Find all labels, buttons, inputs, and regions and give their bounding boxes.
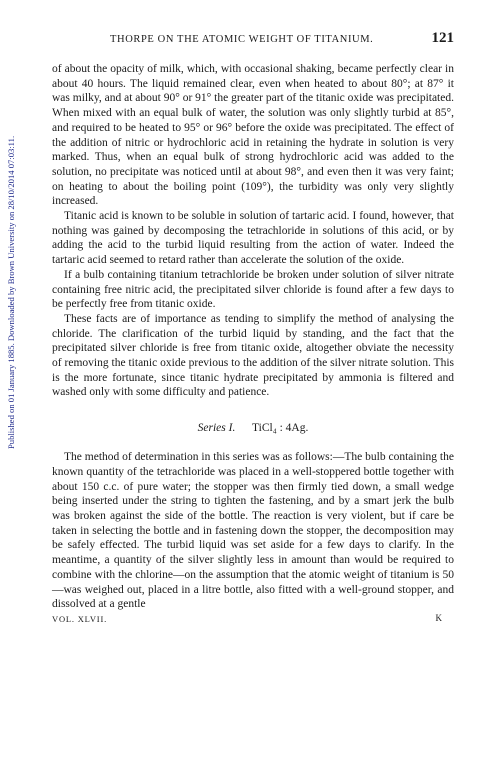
paragraph: If a bulb containing titanium tetrachloride be broken under solution of silver nitrate containing free nitric acid, the precipitated silver chloride is found after a few days to be perfectly free from titanic oxide. — [52, 268, 454, 311]
volume-label: VOL. XLVII. — [52, 613, 107, 624]
page-header — [52, 30, 454, 48]
paragraph: of about the opacity of milk, which, with occasional shaking, became perfectly clear in about 40 hours. The liquid remained clear, even when heated to about 80°; at 87° it was milky, and at about 90° or 91° the greater part of the titanic oxide was precipitated. When mixed with an equal bulk of water, the solution was only slightly turbid at 85°, and required to be heated to 95° or 96° before the oxide was precipitated. The effect of the addition of nitric or hydrochloric acid in retaining the hydrate in solution is very marked. Thus, when an equal bulk of strong hydrochloric acid was added to the solution, no precipitate was noticed until at about 98°, and even then it was very faint; on heating to about the boiling point (109°), the turbidity was only very slightly increased. — [52, 63, 454, 208]
page-number: 121 — [431, 30, 454, 46]
body-text — [52, 62, 454, 612]
formula: TiCl₄ : 4Ag. — [252, 422, 309, 435]
signature-mark: K — [435, 612, 442, 623]
side-note: Published on 01 January 1885. Downloaded by Brown University on 28/10/2014 07:03:11. — [6, 135, 16, 449]
section-heading — [52, 422, 454, 434]
page-footer — [52, 614, 454, 628]
paragraph: These facts are of importance as tending to simplify the method of analysing the chloride. The clarification of the turbid liquid by standing, and the fact that the precipitated silver chloride is free from titanic oxide, altogether obviate the necessity of removing the titanic oxide previous to the addition of the silver nitrate solution. This is the more fortunate, since titanic hydrate precipitated by ammonia is filtered and washed only with some difficulty and patience. — [52, 312, 454, 399]
paragraph: Titanic acid is known to be soluble in solution of tartaric acid. I found, however, that nothing was gained by decomposing the tetrachloride in solutions of this acid, or by adding the acid to the turbid liquid resulting from the action of water. Indeed the tartaric acid seemed to retard rather than accelerate the solution of the oxide. — [52, 210, 454, 267]
running-head: THORPE ON THE ATOMIC WEIGHT OF TITANIUM. — [110, 34, 374, 45]
journal-page — [52, 30, 454, 628]
paragraph: The method of determination in this series was as follows:—The bulb containing the known quantity of the tetrachloride was placed in a well-stoppered bottle together with about 150 c.c. of pure water; the stopper was then firmly tied down, a small wedge being inserted under the string to tighten the fastening, and by a smart jerk the bulb was broken against the side of the bottle. The reaction is very violent, but if care be taken in selecting the bottle and in fastening down the stopper, the decomposition may be safely effected. The turbid liquid was set aside for a few days to clarify. In the meantime, a quantity of the silver slightly less in amount than would be required to combine with the chlorine—on the assumption that the atomic weight of titanium is 50—was weighed out, placed in a litre bottle, also fitted with a well-ground stopper, and dissolved at a gentle — [52, 451, 454, 611]
series-label: Series I. — [197, 422, 236, 435]
